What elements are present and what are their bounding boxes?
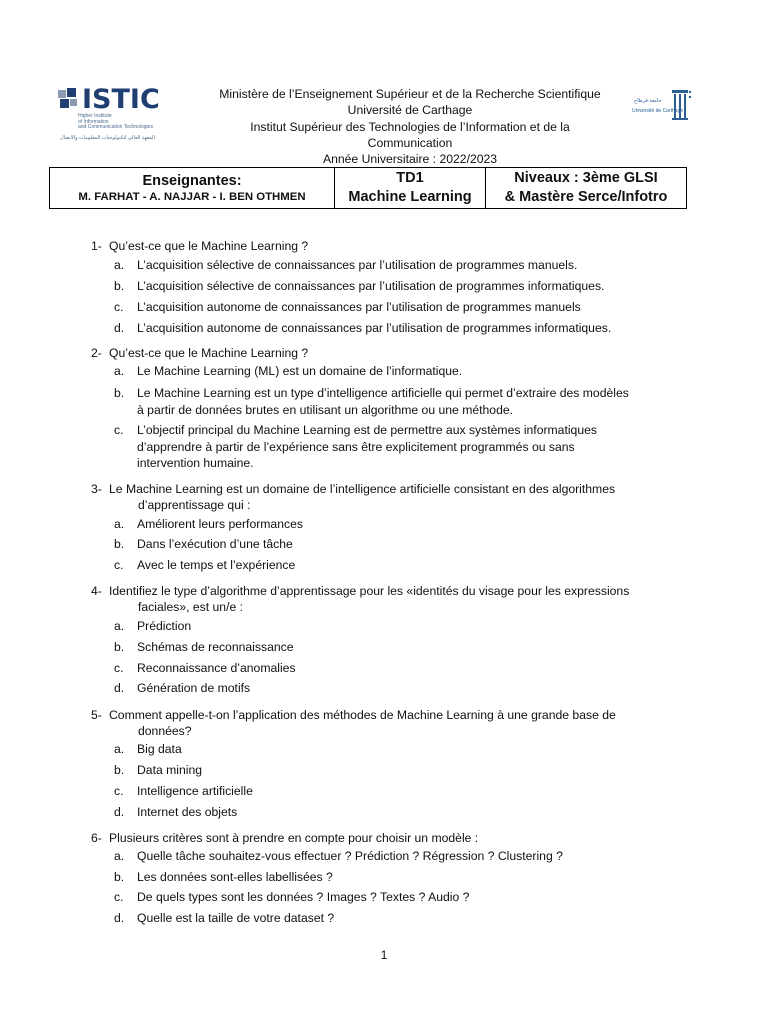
- question: [91, 481, 691, 514]
- academic-year: Année Universitaire : 2022/2023: [322, 152, 498, 166]
- question-text: Le Machine Learning est un domaine de l’intelligence artificielle consistant en des algorithmes: [109, 482, 616, 496]
- option-letter: c.: [114, 558, 124, 572]
- option-text: Le Machine Learning (ML) est un domaine de l’informatique.: [137, 364, 463, 378]
- question-text-continued: faciales», est un/e :: [138, 600, 244, 615]
- question: [91, 830, 691, 846]
- question-text: Comment appelle-t-on l’application des méthodes de Machine Learning à une grande base de: [109, 708, 616, 722]
- question: [91, 583, 691, 616]
- td-subject: Machine Learning: [348, 189, 472, 205]
- istic-sub-line: and Communication Technologies: [78, 124, 153, 131]
- question-number: 6-: [91, 831, 102, 845]
- option-text: [137, 385, 682, 418]
- option-letter: a.: [114, 849, 125, 863]
- question-number: 2-: [91, 346, 102, 360]
- university-logo-arabic: جامعة قرطاج: [634, 98, 662, 104]
- option-letter: b.: [114, 537, 125, 551]
- teachers-title: Enseignantes:: [142, 173, 242, 189]
- istic-sub-line: Higher Institute: [78, 113, 112, 119]
- option-line: L’objectif principal du Machine Learning est de permettre aux systèmes informatiques: [137, 423, 597, 437]
- option-text: Les données sont-elles labellisées ?: [137, 870, 333, 884]
- option-text: Génération de motifs: [137, 681, 251, 695]
- option-text: Prédiction: [137, 619, 192, 633]
- option-letter: b.: [114, 279, 125, 293]
- option-text: Quelle tâche souhaitez-vous effectuer ? Prédiction ? Régression ? Clustering ?: [137, 849, 563, 863]
- option-text: L’acquisition sélective de connaissances par l’utilisation de programmes manuels.: [137, 258, 578, 272]
- option-letter: a.: [114, 742, 125, 756]
- option-line: d’apprendre à partir de l’expérience sans être explicitement programmés ou sans: [137, 439, 575, 454]
- question-number: 4-: [91, 584, 102, 598]
- istic-sub-line: of Information: [78, 118, 109, 125]
- istic-logo-icon: [56, 86, 80, 110]
- option-letter: b.: [114, 386, 125, 400]
- option-letter: d.: [114, 911, 125, 925]
- option-text: Avec le temps et l’expérience: [137, 558, 296, 572]
- option-text: Schémas de reconnaissance: [137, 640, 294, 654]
- level-cell: [485, 168, 686, 208]
- course-info-table: [49, 167, 687, 209]
- option-text: Data mining: [137, 763, 203, 777]
- option-letter: b.: [114, 640, 125, 654]
- istic-logo-arabic: المعهد العالي لتكنولوجيات المعلومات والاتصال: [60, 135, 155, 141]
- option-text: Big data: [137, 742, 182, 756]
- option-text: Quelle est la taille de votre dataset ?: [137, 911, 335, 925]
- option-text: [137, 422, 682, 472]
- option-text: De quels types sont les données ? Images ? Textes ? Audio ?: [137, 890, 470, 904]
- question-text: Qu’est-ce que le Machine Learning ?: [109, 239, 309, 253]
- teachers-cell: [50, 168, 334, 208]
- option-text: Dans l’exécution d’une tâche: [137, 537, 293, 551]
- td-cell: [334, 168, 485, 208]
- option-letter: a.: [114, 364, 125, 378]
- option-text: Internet des objets: [137, 805, 238, 819]
- option-letter: a.: [114, 517, 125, 531]
- institute-line-1: Institut Supérieur des Technologies de l’Information et de la: [250, 120, 570, 134]
- istic-logo-text: ISTIC: [82, 84, 160, 115]
- question: [91, 345, 691, 361]
- option-text: L’acquisition autonome de connaissances par l’utilisation de programmes informatiques.: [137, 321, 612, 335]
- option-text: Reconnaissance d’anomalies: [137, 661, 296, 675]
- question-number: 1-: [91, 239, 102, 253]
- option-letter: b.: [114, 870, 125, 884]
- option-line: intervention humaine.: [137, 456, 254, 471]
- option-letter: c.: [114, 784, 124, 798]
- university-line: Université de Carthage: [347, 103, 473, 117]
- option-letter: c.: [114, 661, 124, 675]
- istic-logo: [56, 84, 160, 144]
- question-number: 3-: [91, 482, 102, 496]
- question-text-continued: d’apprentissage qui :: [138, 498, 251, 513]
- option-letter: a.: [114, 619, 125, 633]
- question-text: Qu’est-ce que le Machine Learning ?: [109, 346, 309, 360]
- istic-logo-subtitle: [78, 114, 158, 131]
- level-line-2: & Mastère Serce/Infotro: [504, 189, 668, 205]
- option-letter: c.: [114, 423, 124, 437]
- option-letter: a.: [114, 258, 125, 272]
- teachers-names: M. FARHAT - A. NAJJAR - I. BEN OTHMEN: [78, 191, 306, 203]
- option-letter: b.: [114, 763, 125, 777]
- option-letter: d.: [114, 805, 125, 819]
- td-title: TD1: [396, 170, 424, 186]
- university-logo-text: Université de Carthage: [632, 108, 684, 114]
- option-line: à partir de données brutes en utilisant un algorithme ou une méthode.: [137, 402, 514, 417]
- question: [91, 707, 691, 740]
- option-letter: d.: [114, 681, 125, 695]
- level-line-1: Niveaux : 3ème GLSI: [514, 170, 658, 186]
- page-number: 1: [380, 948, 388, 962]
- question-text: Plusieurs critères sont à prendre en compte pour choisir un modèle :: [109, 831, 479, 845]
- option-text: Intelligence artificielle: [137, 784, 253, 798]
- option-text: L’acquisition autonome de connaissances par l’utilisation de programmes manuels: [137, 300, 581, 314]
- question-text: Identifiez le type d’algorithme d’apprentissage pour les «identités du visage pour les expressions: [109, 584, 630, 598]
- question-text-continued: données?: [138, 724, 192, 739]
- option-letter: d.: [114, 321, 125, 335]
- option-line: Le Machine Learning est un type d’intelligence artificielle qui permet d’extraire des modèles: [137, 386, 629, 400]
- option-text: L’acquisition sélective de connaissances par l’utilisation de programmes informatiques.: [137, 279, 605, 293]
- question-number: 5-: [91, 708, 102, 722]
- question: [91, 238, 691, 254]
- option-letter: c.: [114, 890, 124, 904]
- option-text: Améliorent leurs performances: [137, 517, 303, 531]
- ministry-line: Ministère de l’Enseignement Supérieur et de la Recherche Scientifique: [219, 87, 601, 101]
- option-letter: c.: [114, 300, 124, 314]
- institute-line-2: Communication: [367, 136, 453, 150]
